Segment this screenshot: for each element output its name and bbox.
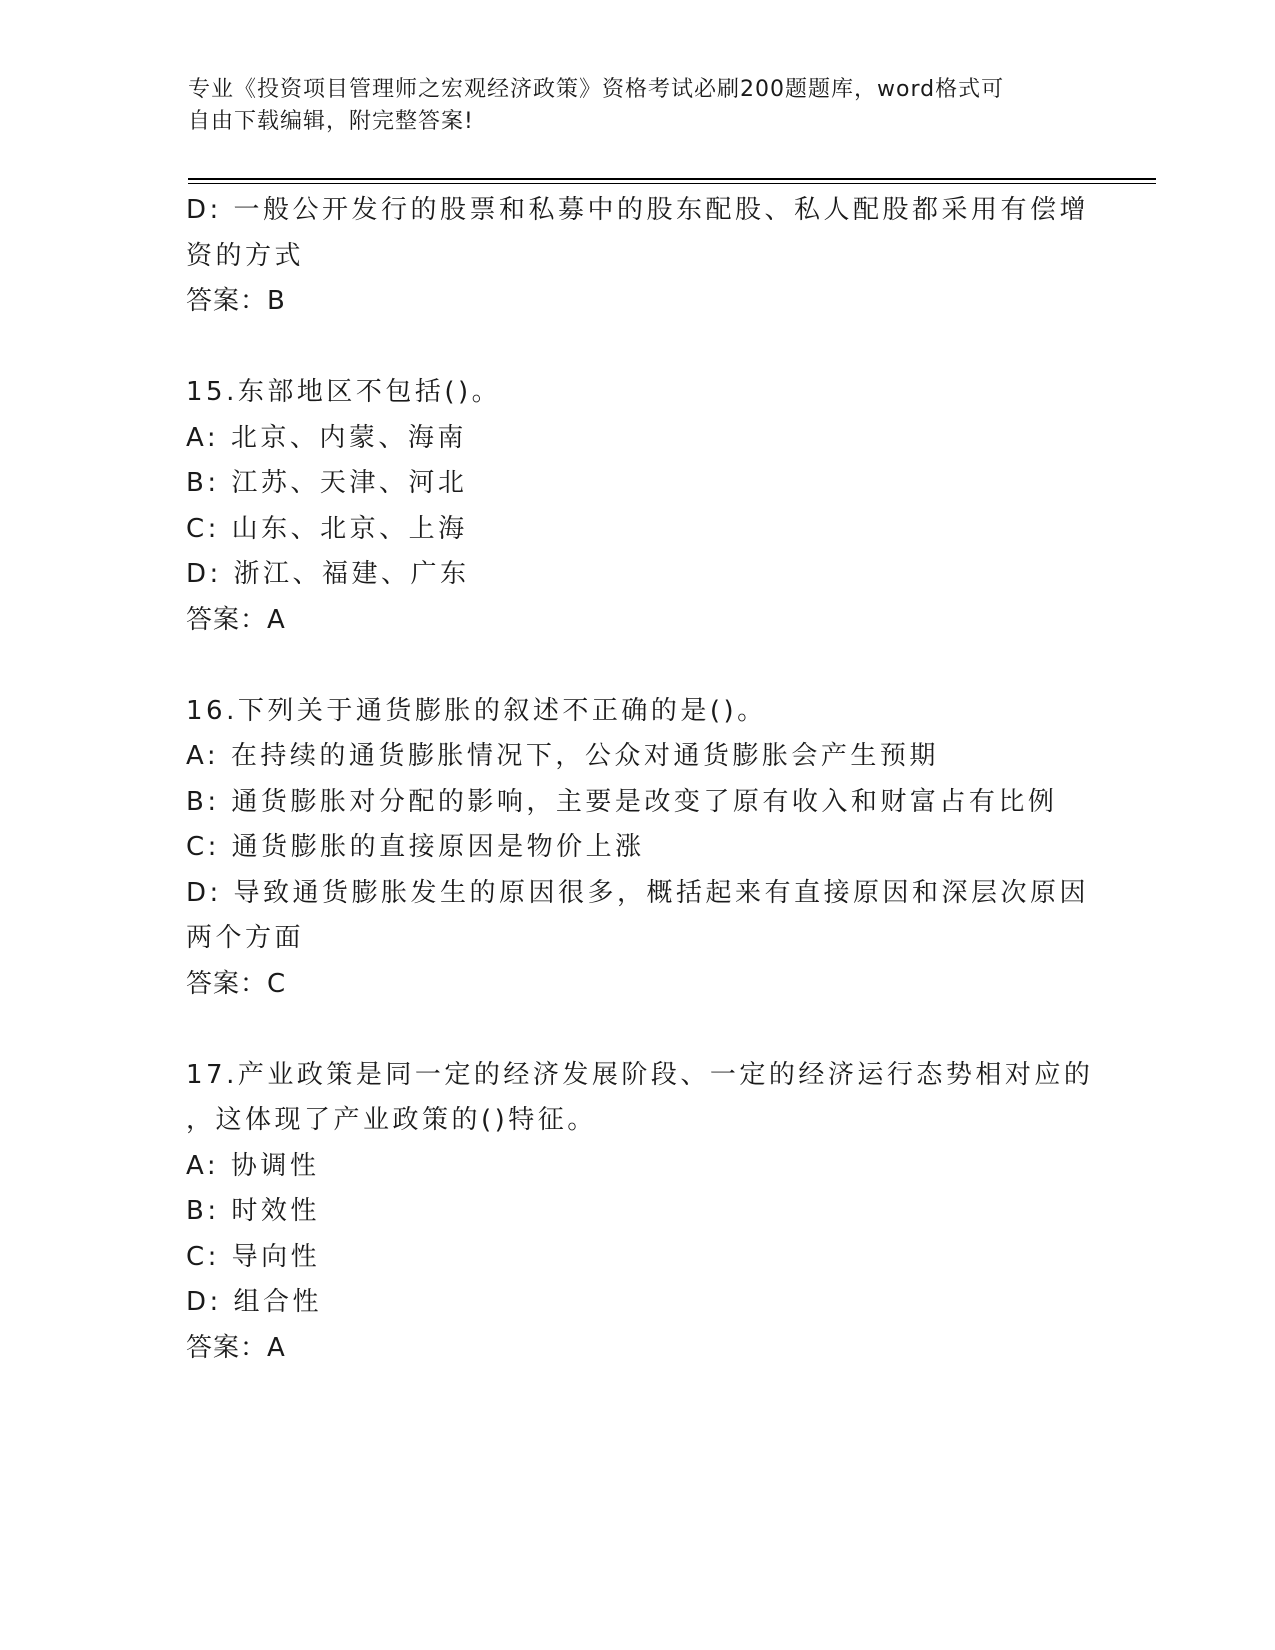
option-a: A: 在持续的通货膨胀情况下，公众对通货膨胀会产生预期 <box>186 741 939 771</box>
answer: 答案：A <box>186 604 286 635</box>
answer: 答案：C <box>186 968 287 999</box>
document-header <box>188 74 1088 138</box>
option-d: D: 导致通货膨胀发生的原因很多，概括起来有直接原因和深层次原因 <box>186 877 1090 908</box>
option-b: B: 通货膨胀对分配的影响，主要是改变了原有收入和财富占有比例 <box>186 786 1058 817</box>
option-c: C: 导向性 <box>186 1241 321 1272</box>
option-d: D: 组合性 <box>186 1287 323 1317</box>
header-line-1: 专业《投资项目管理师之宏观经济政策》资格考试必刷200题题库，word格式可 <box>188 77 1005 102</box>
spacer <box>186 643 1086 689</box>
option-a: A: 北京、内蒙、海南 <box>186 422 467 453</box>
document-body <box>186 188 1094 1371</box>
question-stem-continuation: ，这体现了产业政策的()特征。 <box>186 1105 597 1135</box>
option-c: C: 山东、北京、上海 <box>186 513 468 544</box>
option-d: D: 一般公开发行的股票和私募中的股东配股、私人配股都采用有偿增 <box>186 195 1090 225</box>
question-16 <box>186 689 1090 1008</box>
spacer <box>186 1007 1086 1053</box>
answer: 答案：B <box>186 286 286 316</box>
answer: 答案：A <box>186 1332 286 1363</box>
question-stem: 15.东部地区不包括()。 <box>186 377 502 407</box>
option-c: C: 通货膨胀的直接原因是物价上涨 <box>186 832 645 862</box>
header-rule-thin <box>188 183 1156 184</box>
option-a: A: 协调性 <box>186 1150 320 1181</box>
option-d-continuation: 两个方面 <box>186 923 305 953</box>
header-rule-thick <box>188 178 1156 180</box>
option-d-continuation: 资的方式 <box>186 240 305 271</box>
header-line-2: 自由下载编辑，附完整答案! <box>188 109 474 134</box>
prev-question-tail <box>186 188 1090 325</box>
question-17 <box>186 1053 1094 1372</box>
option-d: D: 浙江、福建、广东 <box>186 559 470 589</box>
question-15 <box>186 370 1086 643</box>
question-stem: 16.下列关于通货膨胀的叙述不正确的是()。 <box>186 695 767 726</box>
question-stem: 17.产业政策是同一定的经济发展阶段、一定的经济运行态势相对应的 <box>186 1059 1094 1090</box>
option-b: B: 时效性 <box>186 1196 320 1226</box>
option-b: B: 江苏、天津、河北 <box>186 468 468 498</box>
spacer <box>186 325 1086 371</box>
